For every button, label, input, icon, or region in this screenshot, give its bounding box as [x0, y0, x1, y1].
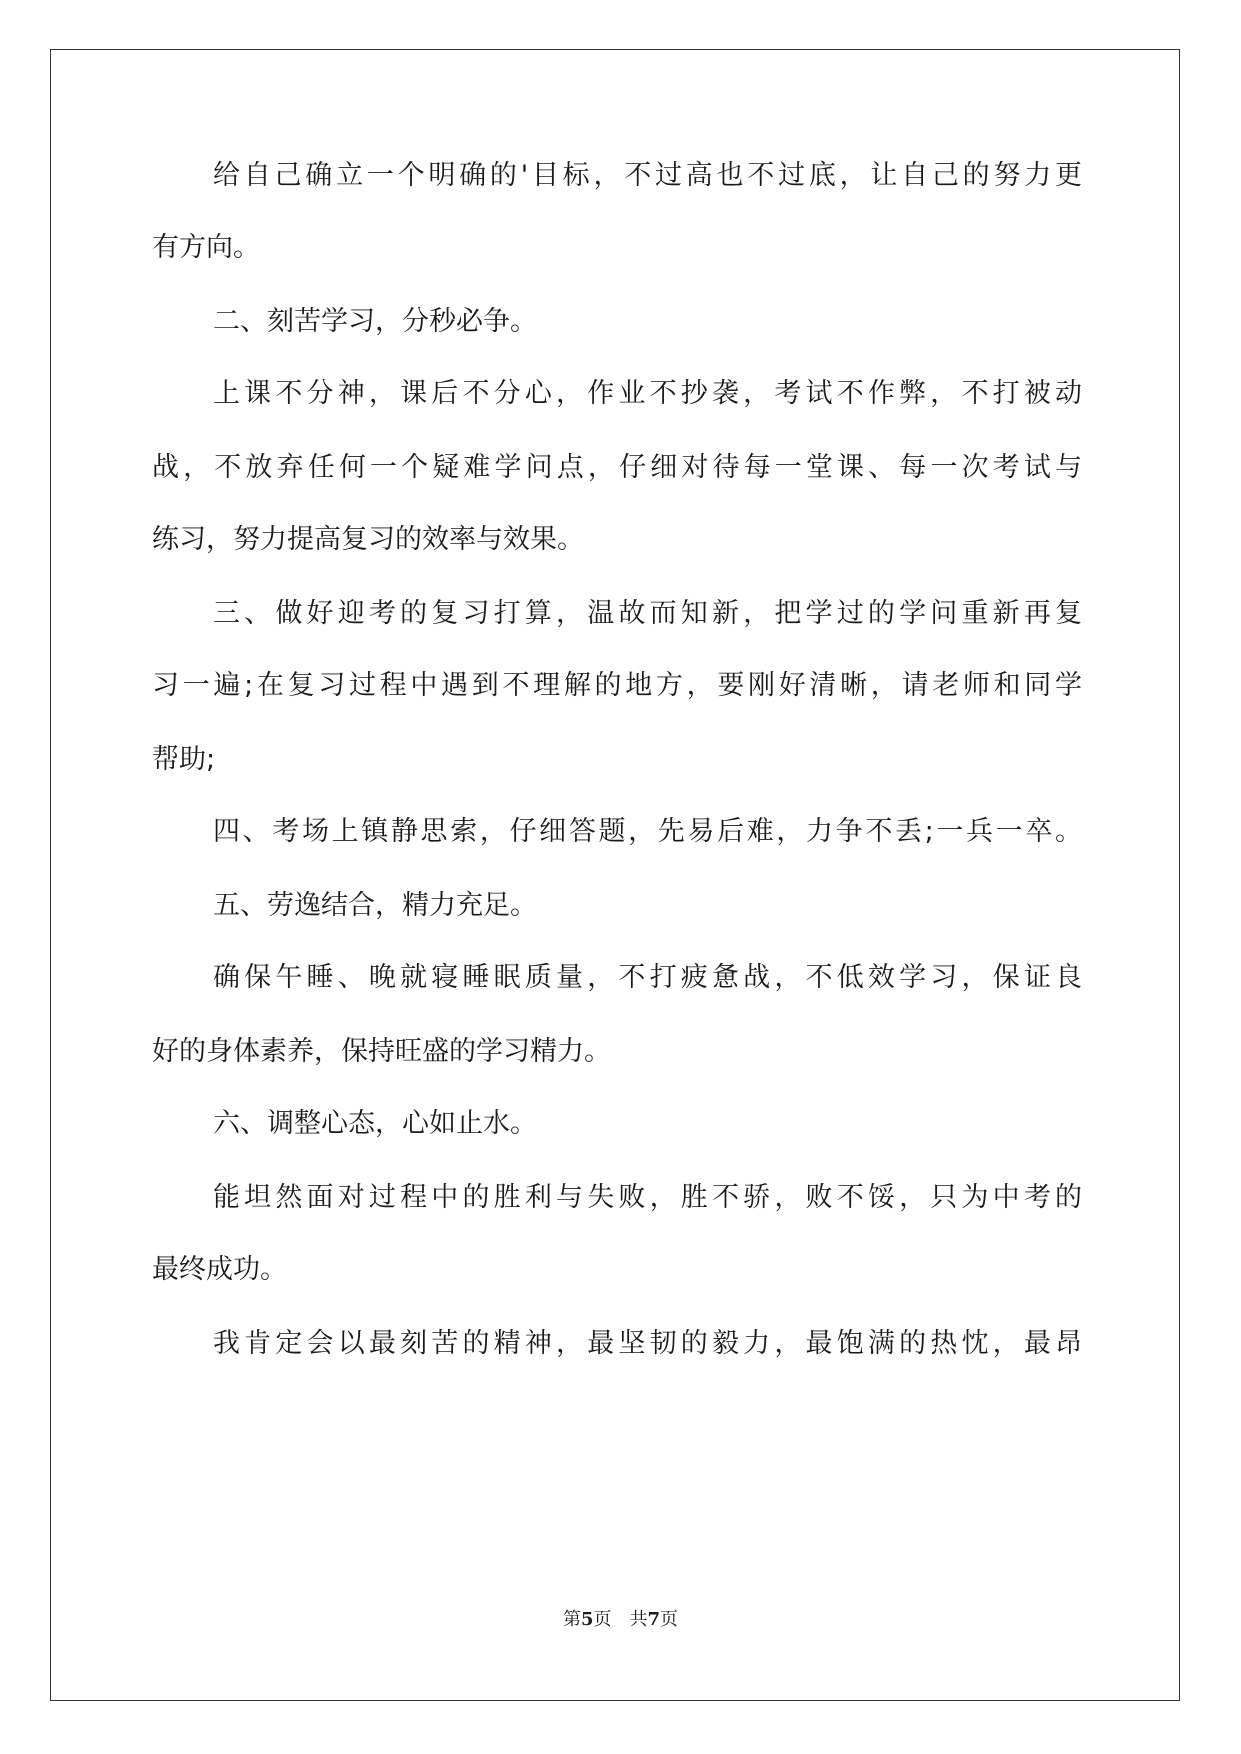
text-line: 帮助; — [152, 744, 216, 775]
footer-page-suffix: 页 — [593, 1609, 612, 1630]
text-line: 上课不分神，课后不分心，作业不抄袭，考试不作弊，不打被动 — [213, 378, 1082, 409]
text-line: 我肯定会以最刻苦的精神，最坚韧的毅力，最饱满的热忱，最昂 — [213, 1328, 1082, 1359]
footer-page-total: 7 — [647, 1609, 661, 1630]
page-footer — [0, 1609, 1241, 1631]
text-line: 二、刻苦学习，分秒必争。 — [213, 306, 537, 337]
page-border — [50, 49, 1180, 1701]
text-line: 习一遍;在复习过程中遇到不理解的地方，要刚好清晰，请老师和同学 — [152, 670, 1082, 701]
text-line: 最终成功。 — [152, 1254, 287, 1285]
footer-total-prefix: 共 — [629, 1609, 648, 1630]
text-line: 六、调整心态，心如止水。 — [213, 1108, 537, 1139]
text-line: 四、考场上镇静思索，仔细答题，先易后难，力争不丢;一兵一卒。 — [213, 816, 1082, 847]
text-line: 战，不放弃任何一个疑难学问点，仔细对待每一堂课、每一次考试与 — [152, 452, 1082, 483]
text-line: 确保午睡、晚就寝睡眠质量，不打疲惫战，不低效学习，保证良 — [213, 962, 1082, 993]
footer-page-prefix: 第 — [562, 1609, 581, 1630]
text-line: 三、做好迎考的复习打算，温故而知新，把学过的学问重新再复 — [213, 598, 1082, 629]
text-line: 练习，努力提高复习的效率与效果。 — [152, 524, 584, 555]
text-line: 五、劳逸结合，精力充足。 — [213, 890, 537, 921]
text-line: 给自己确立一个明确的'目标，不过高也不过底，让自己的努力更 — [213, 160, 1082, 191]
text-line: 有方向。 — [152, 232, 260, 263]
text-line: 能坦然面对过程中的胜利与失败，胜不骄，败不馁，只为中考的 — [213, 1182, 1082, 1213]
footer-total-suffix: 页 — [660, 1609, 679, 1630]
text-line: 好的身体素养，保持旺盛的学习精力。 — [152, 1036, 611, 1067]
footer-page-current: 5 — [580, 1609, 594, 1630]
